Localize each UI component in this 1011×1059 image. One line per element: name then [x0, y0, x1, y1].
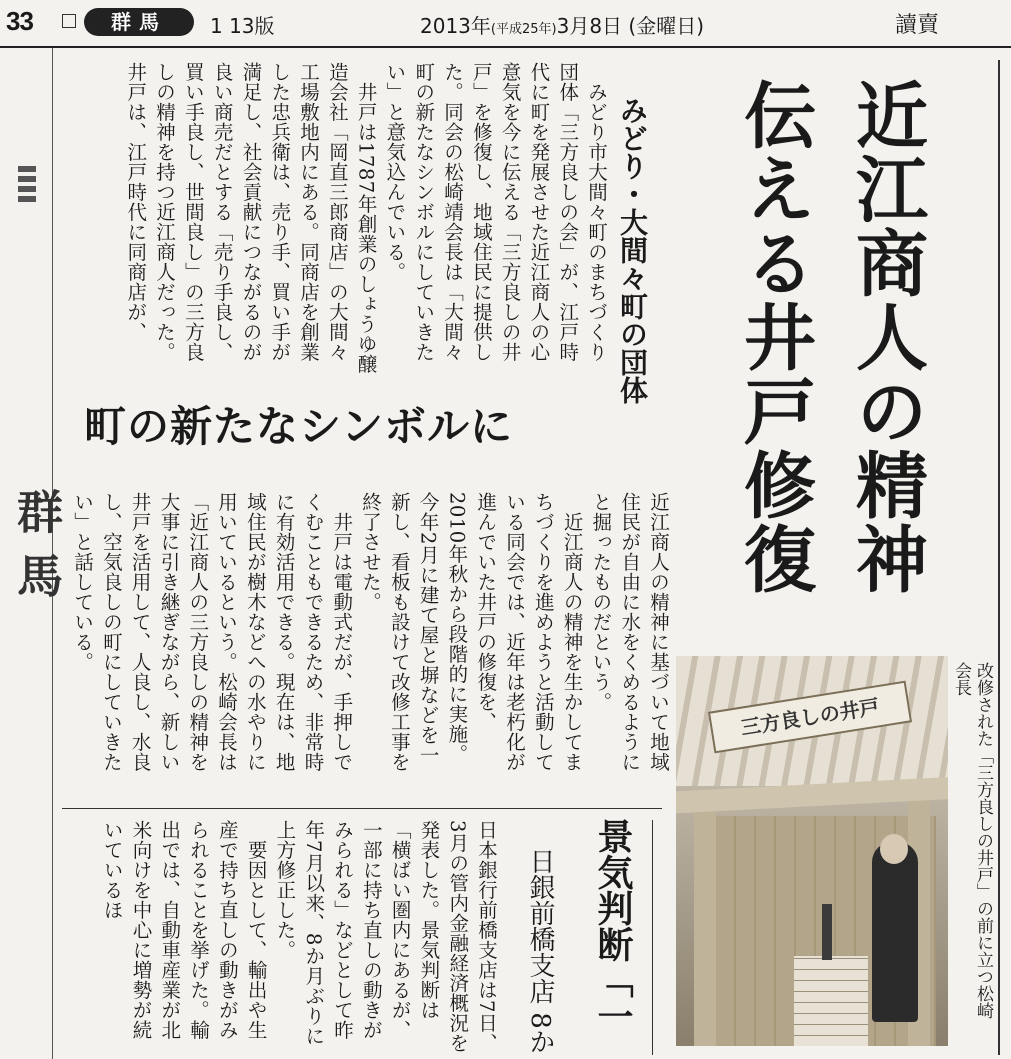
- body-paragraph: 井戸は電動式だが、手押しでくむこともできるため、非常時に有効活用できる。現在は、地域住民が樹木などへの水やりに用いているという。松崎会長は「近江商人の三方良しの精神を大事に引き継ぎながら、新しい井戸を活用して、人良し、水良し、空気良しの町にしていきたい」と話している。: [71, 492, 354, 772]
- article2-divider: [652, 820, 653, 1055]
- body-paragraph: みどり市大間々町のまちづくり団体「三方良しの会」が、江戸時代に町を発展させた近江商人の心意気を今に伝える「三方良しの井戸」を修復し、地域住民に提供した。同会の松崎靖会長は「大間々町の新たなシンボルにしていきたい」と意気込んでいる。: [383, 62, 608, 362]
- article-photo: [676, 656, 948, 1046]
- photo-post: [694, 796, 716, 1046]
- body-paragraph: 要因として、輸出や生産で持ち直しの動きがみられることを挙げた。輸出では、自動車産業が北米向けを中心に増勢が続いているほ: [100, 820, 268, 1040]
- date-weekday: (金曜日): [628, 14, 705, 38]
- header-box-mark: [62, 14, 76, 28]
- photo-person: [872, 842, 918, 1022]
- article-body-bottom: [71, 492, 672, 782]
- page-header: [0, 0, 1011, 46]
- article-body-top: [80, 62, 610, 374]
- masthead-logo: 讀賣: [895, 13, 940, 38]
- region-pill: 群馬: [84, 8, 194, 36]
- photo-caption: 改修された「三方良しの井戸」の前に立つ松崎会長: [951, 662, 993, 1019]
- page-number: 33: [6, 6, 33, 36]
- edition-label: 1 13版: [210, 14, 275, 38]
- header-rule: [0, 46, 1011, 48]
- article-headline: 近江商人の精神伝える井戸修復: [732, 78, 929, 596]
- left-margin: [0, 48, 64, 1059]
- body-paragraph: 近江商人の精神を生かしてまちづくりを進めようと活動している同会では、近年は老朽化が進んでいた井戸の修復を、2010年秋から段階的に実施。今年2月に建て屋と塀などを一新し、看板も設けて改修工事を終了させた。: [359, 492, 584, 772]
- photo-person-head: [880, 834, 908, 864]
- well-plaque: 三方良しの井戸: [708, 681, 912, 754]
- region-label: 群馬: [10, 488, 64, 616]
- article2-headline: 景気判断「一: [592, 818, 634, 1034]
- margin-ornament: [18, 166, 36, 206]
- body-paragraph: 近江商人の精神に基づいて地域住民が自由に水をくめるようにと掘ったものだという。: [589, 492, 670, 772]
- article-subheadline: みどり・大間々町の団体: [616, 96, 649, 404]
- article-divider: [62, 808, 662, 809]
- article-banner: 町の新たなシンボルに: [84, 402, 513, 451]
- issue-date: [420, 10, 704, 39]
- body-paragraph: 日本銀行前橋支店は7日、3月の管内金融経済概況を発表した。景気判断は「横ばい圏内にあるが、一部に持ち直しの動きがみられる」などとして昨年7月以来、8か月ぶりに上方修正した。: [273, 820, 498, 1053]
- article2-subheadline: 日銀前橋支店 8か: [525, 848, 555, 1055]
- well-brick-base: [794, 956, 868, 1046]
- date-day: 3月8日: [556, 14, 623, 38]
- article2-body: [80, 820, 500, 1059]
- date-year: 2013年: [420, 14, 491, 38]
- right-column-rule: [998, 60, 1000, 1055]
- body-paragraph: 井戸は1787年創業のしょうゆ醸造会社「岡直三郎商店」の大間々工場敷地内にある。同商店を創業した忠兵衛は、売り手、買い手が満足し、社会貢献につながるのが良い商売だとする「売り手良し、買い手良し、世間良し」の三方良しの精神を持つ近江商人だった。井戸は、江戸時代に同商店が、: [124, 62, 378, 374]
- well-pump: [822, 904, 832, 960]
- date-era: (平成25年): [490, 22, 557, 37]
